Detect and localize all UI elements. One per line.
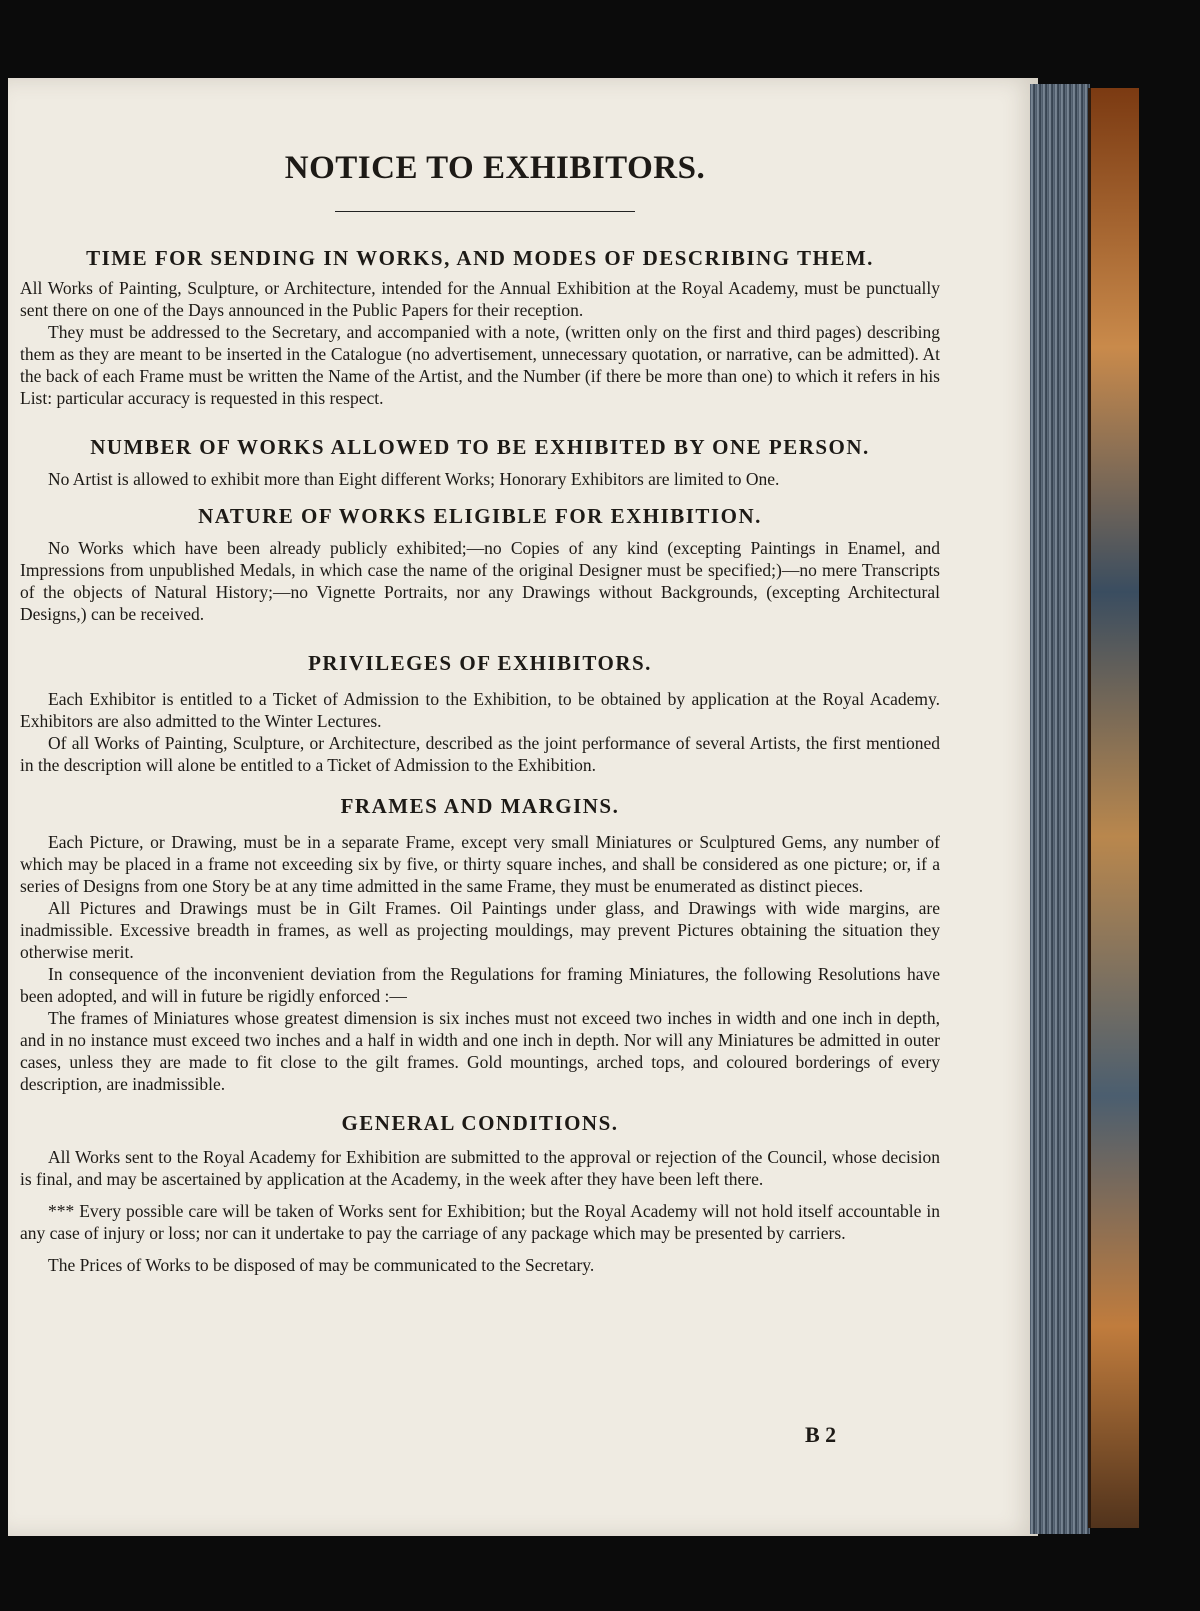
paragraph: Each Picture, or Drawing, must be in a separate Frame, except very small Miniatures or Sculptured Gems, any number of which may be placed in a frame not exceeding six by five, or thirty square inches, and shall be considered as one picture; or, if a series of Designs from one Story be at any time admitted in the same Frame, they must be enumerated as distinct pieces.: [20, 832, 940, 896]
paragraph: Each Exhibitor is entitled to a Ticket of Admission to the Exhibition, to be obtained by application at the Royal Academy. Exhibitors are also admitted to the Winter Lectures.: [20, 689, 940, 731]
section-heading-general: GENERAL CONDITIONS.: [341, 1111, 619, 1135]
section-heading-privileges: PRIVILEGES OF EXHIBITORS.: [308, 651, 652, 675]
page-content: [20, 150, 940, 1276]
paragraph: In consequence of the inconvenient deviation from the Regulations for framing Miniatures, the following Resolutions have been adopted, and will in future be rigidly enforced :—: [20, 964, 940, 1006]
paragraph: All Works sent to the Royal Academy for Exhibition are submitted to the approval or rejection of the Council, whose decision is final, and may be ascertained by application at the Academy, in the week after they have been left there.: [20, 1147, 940, 1189]
paragraph: All Pictures and Drawings must be in Gilt Frames. Oil Paintings under glass, and Drawings with wide margins, are inadmissible. Excessive breadth in frames, as well as projecting mouldings, may prevent Pictures obtaining the situation they otherwise merit.: [20, 898, 940, 962]
section-heading-time: TIME FOR SENDING IN WORKS, AND MODES OF DESCRIBING THEM.: [86, 246, 874, 270]
paragraph: Of all Works of Painting, Sculpture, or Architecture, described as the joint performance of several Artists, the first mentioned in the description will alone be entitled to a Ticket of Admission to the Exhibition.: [20, 733, 940, 775]
paragraph: *** Every possible care will be taken of Works sent for Exhibition; but the Royal Academy will not hold itself accountable in any case of injury or loss; nor can it undertake to pay the carriage of any package which may be presented by carriers.: [20, 1201, 940, 1243]
paragraph: They must be addressed to the Secretary, and accompanied with a note, (written only on the first and third pages) describing them as they are meant to be inserted in the Catalogue (no advertisement, unnecessary quotation, or narrative, can be admitted). At the back of each Frame must be written the Name of the Artist, and the Number (if there be more than one) to which it refers in his List: particular accuracy is requested in this respect.: [20, 322, 940, 408]
section-heading-number: NUMBER OF WORKS ALLOWED TO BE EXHIBITED BY ONE PERSON.: [90, 435, 870, 459]
page-edges: [1030, 84, 1090, 1534]
marbled-cover-edge: [1088, 88, 1139, 1528]
paragraph: No Works which have been already publicly exhibited;—no Copies of any kind (excepting Paintings in Enamel, and Impressions from unpublished Medals, in which case the name of the original Designer must be specified;)—no mere Transcripts of the objects of Natural History;—no Vignette Portraits, nor any Drawings without Backgrounds, (excepting Architectural Designs,) can be received.: [20, 538, 940, 624]
section-heading-nature: NATURE OF WORKS ELIGIBLE FOR EXHIBITION.: [198, 504, 762, 528]
paragraph: No Artist is allowed to exhibit more than Eight different Works; Honorary Exhibitors are limited to One.: [48, 469, 780, 489]
paragraph: The frames of Miniatures whose greatest dimension is six inches must not exceed two inches in width and one inch in depth, and in no instance must exceed two inches and a half in width and one inch in depth. Nor will any Miniatures be admitted in outer cases, unless they are made to fit close to the gilt frames. Gold mountings, arched tops, and coloured borderings of every description, are inadmissible.: [20, 1008, 940, 1094]
page-title: NOTICE TO EXHIBITORS.: [284, 150, 706, 186]
section-heading-frames: FRAMES AND MARGINS.: [340, 794, 620, 818]
title-rule: [335, 211, 635, 212]
paragraph: The Prices of Works to be disposed of may be communicated to the Secretary.: [48, 1255, 595, 1275]
paragraph: All Works of Painting, Sculpture, or Architecture, intended for the Annual Exhibition at the Royal Academy, must be punctually sent there on one of the Days announced in the Public Papers for their reception.: [20, 278, 940, 320]
signature-mark: B 2: [805, 1422, 837, 1447]
